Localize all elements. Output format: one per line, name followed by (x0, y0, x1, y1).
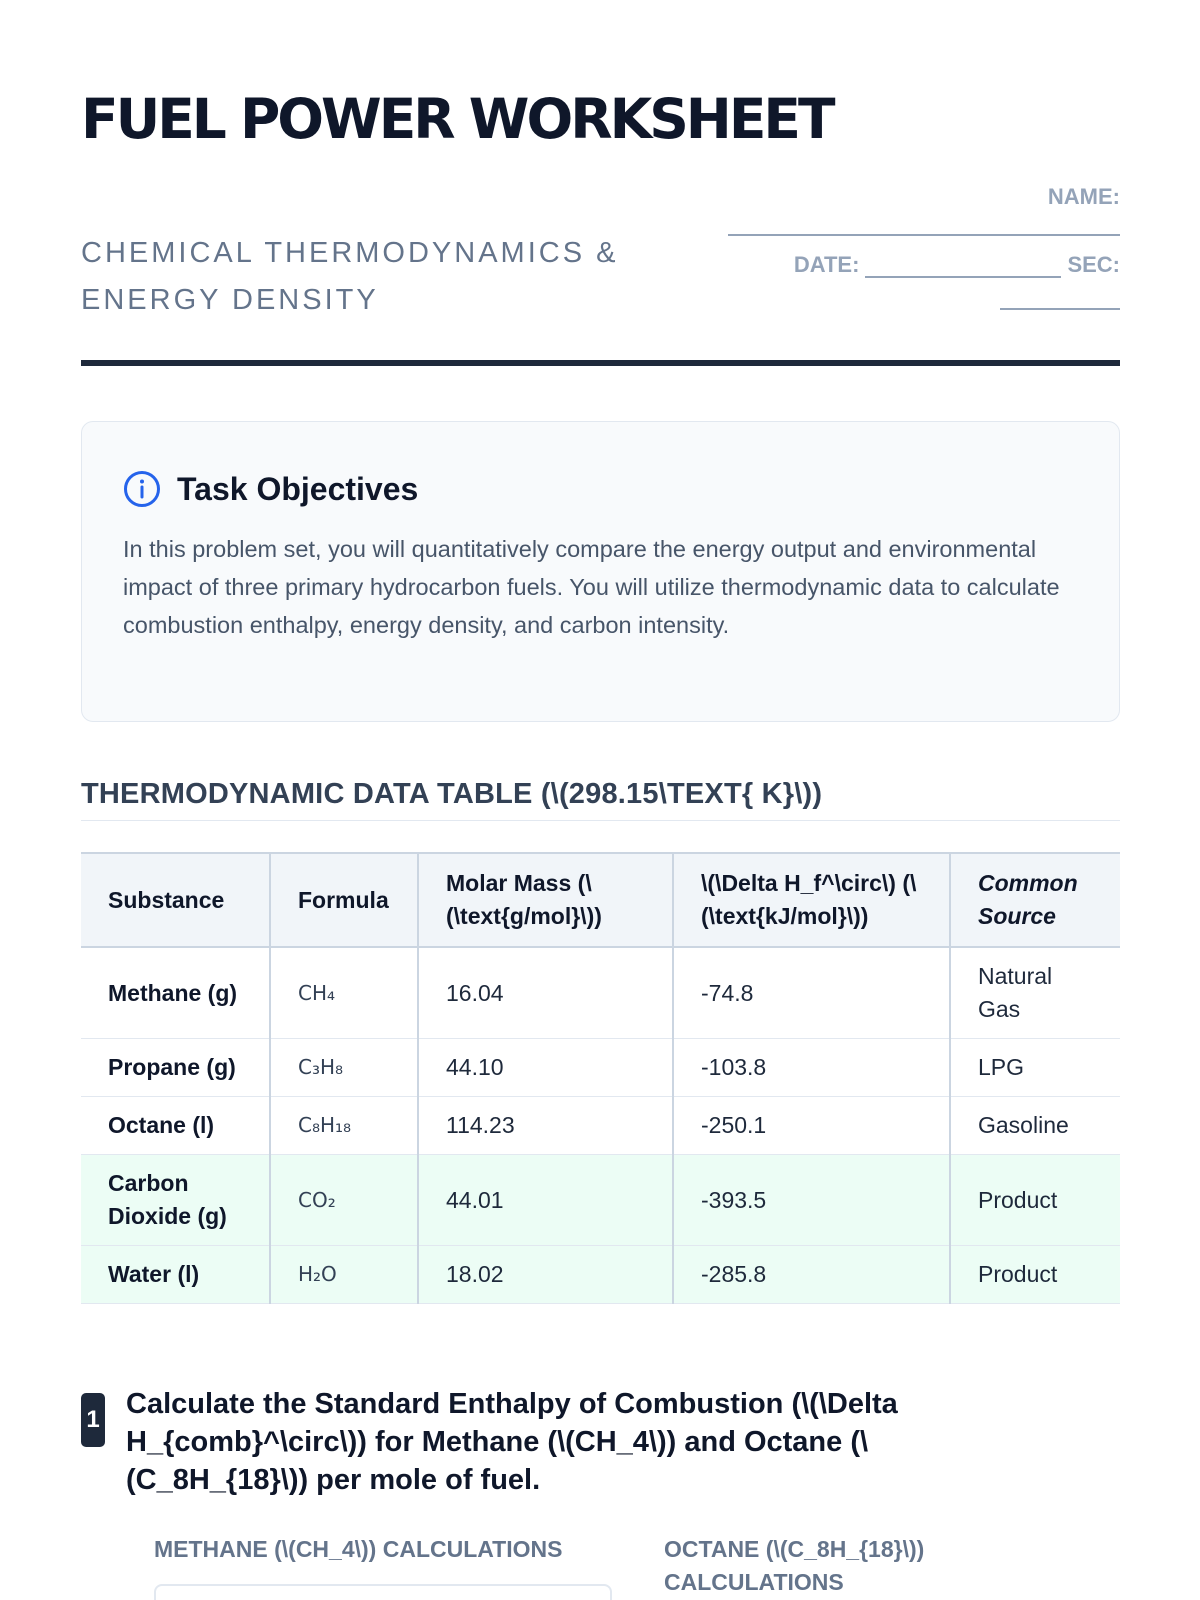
formula-cell: C₈H₁₈ (270, 1097, 418, 1155)
table-row (81, 1155, 1120, 1246)
enthalpy-cell: -393.5 (673, 1155, 950, 1246)
page-subtitle: CHEMICAL THERMODYNAMICS & ENERGY DENSITY (81, 237, 619, 316)
octane-calculations-label: OCTANE (\(C_8H_{18}\)) CALCULATIONS (664, 1536, 925, 1595)
table-row (81, 947, 1120, 1039)
question-text: Calculate the Standard Enthalpy of Combustion (\(\Delta H_{comb}^\circ\)) for Methane (\(CH_4\)) and Octane (\(C_8H_{18}\)) per mole of fuel. (126, 1388, 898, 1496)
sec-field-row (700, 278, 1120, 310)
task-objectives-card (81, 421, 1120, 722)
thermodynamic-data-table (81, 852, 1120, 1304)
page-title: FUEL POWER WORKSHEET (81, 87, 833, 151)
name-label: NAME: (1047, 184, 1120, 209)
molar-mass-cell: 44.01 (418, 1155, 673, 1246)
enthalpy-cell: -285.8 (673, 1246, 950, 1304)
substance-cell: Methane (g) (81, 947, 270, 1039)
column-header: \(\Delta H_f^\circ\) (\(\text{kJ/mol}\)) (673, 853, 950, 947)
enthalpy-cell: -74.8 (673, 947, 950, 1039)
enthalpy-cell: -250.1 (673, 1097, 950, 1155)
worksheet-header (81, 86, 1120, 366)
table-row (81, 1097, 1120, 1155)
source-cell: Product (950, 1155, 1120, 1246)
table-row (81, 1246, 1120, 1304)
column-header: Formula (270, 853, 418, 947)
molar-mass-cell: 16.04 (418, 947, 673, 1039)
methane-answer-box[interactable] (154, 1584, 612, 1600)
student-fields (700, 176, 1120, 310)
molar-mass-cell: 18.02 (418, 1246, 673, 1304)
column-header: Common Source (950, 853, 1120, 947)
sec-label: SEC: (1067, 252, 1120, 277)
table-header-row (81, 853, 1120, 947)
substance-cell: Water (l) (81, 1246, 270, 1304)
date-label: DATE: (793, 252, 860, 277)
source-cell: Gasoline (950, 1097, 1120, 1155)
objectives-title: Task Objectives (177, 470, 419, 507)
formula-cell: C₃H₈ (270, 1039, 418, 1097)
objectives-text: In this problem set, you will quantitatively compare the energy output and environmental impact of three primary hydrocarbon fuels. You will utilize thermodynamic data to calculate combustion enthalpy, energy density, and carbon intensity. (123, 536, 1060, 638)
source-cell: Natural Gas (950, 947, 1120, 1039)
molar-mass-cell: 44.10 (418, 1039, 673, 1097)
date-sec-row (700, 236, 1120, 278)
header-divider (81, 360, 1120, 366)
table-heading: THERMODYNAMIC DATA TABLE (\(298.15\TEXT{ K}\)) (81, 778, 1120, 821)
date-field[interactable] (865, 276, 1061, 278)
question-number-badge: 1 (81, 1393, 105, 1447)
substance-cell: Carbon Dioxide (g) (81, 1155, 270, 1246)
source-cell: LPG (950, 1039, 1120, 1097)
formula-cell: CH₄ (270, 947, 418, 1039)
methane-calculations-label: METHANE (\(CH_4\)) CALCULATIONS (154, 1536, 563, 1562)
column-header: Substance (81, 853, 270, 947)
molar-mass-cell: 114.23 (418, 1097, 673, 1155)
name-field[interactable] (728, 234, 1120, 236)
substance-cell: Octane (l) (81, 1097, 270, 1155)
sec-field[interactable] (1000, 308, 1120, 310)
formula-cell: CO₂ (270, 1155, 418, 1246)
column-header: Molar Mass (\(\text{g/mol}\)) (418, 853, 673, 947)
name-field-blank-row (700, 210, 1120, 236)
objectives-header (123, 470, 418, 508)
substance-cell: Propane (g) (81, 1039, 270, 1097)
name-field-row (700, 176, 1120, 210)
enthalpy-cell: -103.8 (673, 1039, 950, 1097)
formula-cell: H₂O (270, 1246, 418, 1304)
source-cell: Product (950, 1246, 1120, 1304)
info-icon (123, 470, 161, 508)
table-row (81, 1039, 1120, 1097)
